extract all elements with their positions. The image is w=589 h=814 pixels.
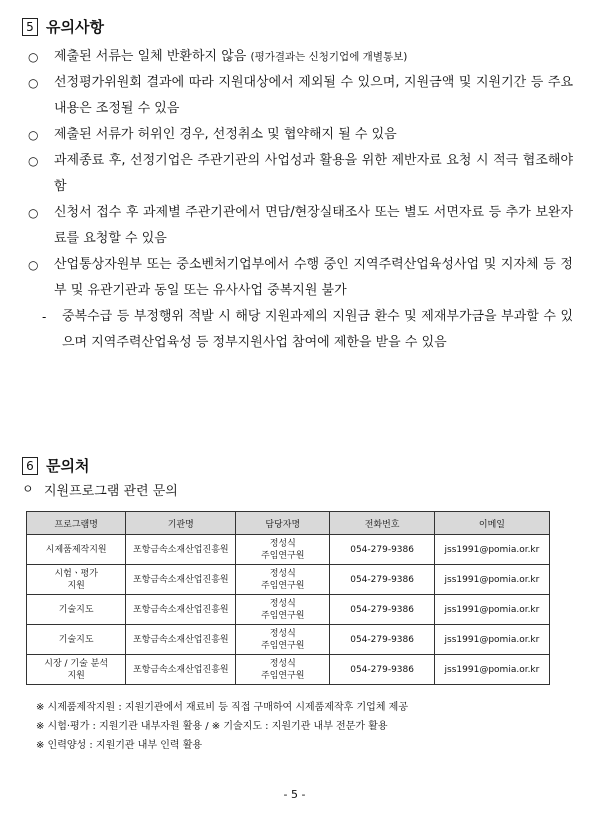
section-6-heading	[22, 455, 89, 476]
cell-email: jss1991@pomia.or.kr	[434, 625, 549, 655]
section-number: 6	[22, 457, 38, 475]
cell-phone: 054-279-9386	[330, 535, 435, 565]
list-item	[28, 200, 573, 252]
cell-title: 주임연구원	[261, 610, 305, 621]
section-title: 문의처	[46, 457, 90, 475]
cell-org: 포항금속소재산업진흥원	[126, 655, 236, 685]
list-item	[28, 70, 573, 122]
cell-name: 정성식	[269, 598, 296, 609]
header-phone: 전화번호	[330, 512, 435, 535]
cell-org: 포항금속소재산업진흥원	[126, 535, 236, 565]
header-email: 이메일	[434, 512, 549, 535]
cell-org: 포항금속소재산업진흥원	[126, 595, 236, 625]
cell-program-line2: 지원	[67, 670, 85, 681]
cell-org: 포항금속소재산업진흥원	[126, 625, 236, 655]
cell-program: 시험ㆍ평가	[54, 568, 98, 579]
cell-name: 정성식	[269, 568, 296, 579]
cell-title: 주임연구원	[261, 640, 305, 651]
cell-title: 주임연구원	[261, 580, 305, 591]
cell-program: 기술지도	[27, 595, 126, 625]
section-title: 유의사항	[46, 18, 104, 36]
inquiry-line	[22, 480, 178, 499]
cell-title: 주임연구원	[261, 550, 305, 561]
cell-name: 정성식	[269, 658, 296, 669]
notes	[36, 698, 408, 755]
note-line: ※ 시험·평가 : 지원기관 내부자원 활용 / ※ 기술지도 : 지원기관 내부 전문가 활용	[36, 721, 388, 732]
list-item	[28, 148, 573, 200]
cell-program: 시제품제작지원	[27, 535, 126, 565]
list-item	[28, 44, 573, 70]
cell-email: jss1991@pomia.or.kr	[434, 535, 549, 565]
item-text: 제출된 서류는 일체 반환하지 않음	[54, 49, 251, 64]
cell-phone: 054-279-9386	[330, 655, 435, 685]
cell-email: jss1991@pomia.or.kr	[434, 565, 549, 595]
header-name: 담당자명	[236, 512, 330, 535]
table-header-row	[27, 512, 550, 535]
cell-email: jss1991@pomia.or.kr	[434, 655, 549, 685]
cell-program: 시장 / 기술 분석	[44, 658, 109, 669]
page-number: - 5 -	[283, 788, 306, 801]
cell-name: 정성식	[269, 538, 296, 549]
bullet: ○	[28, 154, 39, 168]
item-text: 제출된 서류가 허위인 경우, 선정취소 및 협약해지 될 수 있음	[54, 127, 397, 142]
bullet: ㅇ	[22, 482, 34, 496]
note-line: ※ 시제품제작지원 : 지원기관에서 재료비 등 직접 구매하여 시제품제작후 기업체 제공	[36, 702, 408, 713]
table-row	[27, 625, 550, 655]
bullet: ○	[28, 50, 39, 64]
header-program: 프로그램명	[27, 512, 126, 535]
cell-phone: 054-279-9386	[330, 625, 435, 655]
table-row	[27, 565, 550, 595]
list-item	[28, 122, 573, 148]
contact-table	[26, 511, 550, 685]
section-5-heading	[22, 16, 104, 37]
cell-program: 기술지도	[27, 625, 126, 655]
item-text: 신청서 접수 후 과제별 주관기관에서 면담/현장실태조사 또는 별도 서면자료 등 추가 보완자료를 요청할 수 있음	[54, 205, 573, 246]
list-item	[28, 252, 573, 304]
bullet: ○	[28, 258, 39, 272]
header-org: 기관명	[126, 512, 236, 535]
bullet: ○	[28, 128, 39, 142]
inquiry-text: 지원프로그램 관련 문의	[44, 484, 178, 499]
item-text: 산업통상자원부 또는 중소벤처기업부에서 수행 중인 지역주력산업육성사업 및 지자체 등 정부 및 유관기관과 동일 또는 유사사업 중복지원 불가	[54, 257, 573, 298]
cell-org: 포항금속소재산업진흥원	[126, 565, 236, 595]
cell-program-line2: 지원	[67, 580, 85, 591]
cell-phone: 054-279-9386	[330, 595, 435, 625]
item-note: (평가결과는 신청기업에 개별통보)	[250, 51, 408, 63]
item-text: 과제종료 후, 선정기업은 주관기관의 사업성과 활용을 위한 제반자료 요청 시 적극 협조해야 함	[54, 153, 573, 194]
bullet: ○	[28, 76, 39, 90]
cell-name: 정성식	[269, 628, 296, 639]
note-line: ※ 인력양성 : 지원기관 내부 인력 활용	[36, 740, 203, 751]
item-text: 선정평가위원회 결과에 따라 지원대상에서 제외될 수 있으며, 지원금액 및 지원기간 등 주요내용은 조정될 수 있음	[54, 75, 573, 116]
dash-bullet: -	[42, 310, 47, 324]
section-number: 5	[22, 18, 38, 36]
cell-title: 주임연구원	[261, 670, 305, 681]
bullet: ○	[28, 206, 39, 220]
sub-item-text: 중복수급 등 부정행위 적발 시 해당 지원과제의 지원금 환수 및 제재부가금을 부과할 수 있으며 지역주력산업육성 등 정부지원사업 참여에 제한을 받을 수 있음	[62, 309, 573, 350]
sub-item	[42, 304, 573, 356]
cell-email: jss1991@pomia.or.kr	[434, 595, 549, 625]
table-row	[27, 535, 550, 565]
notice-list	[28, 44, 573, 356]
cell-phone: 054-279-9386	[330, 565, 435, 595]
table-row	[27, 595, 550, 625]
table-row	[27, 655, 550, 685]
